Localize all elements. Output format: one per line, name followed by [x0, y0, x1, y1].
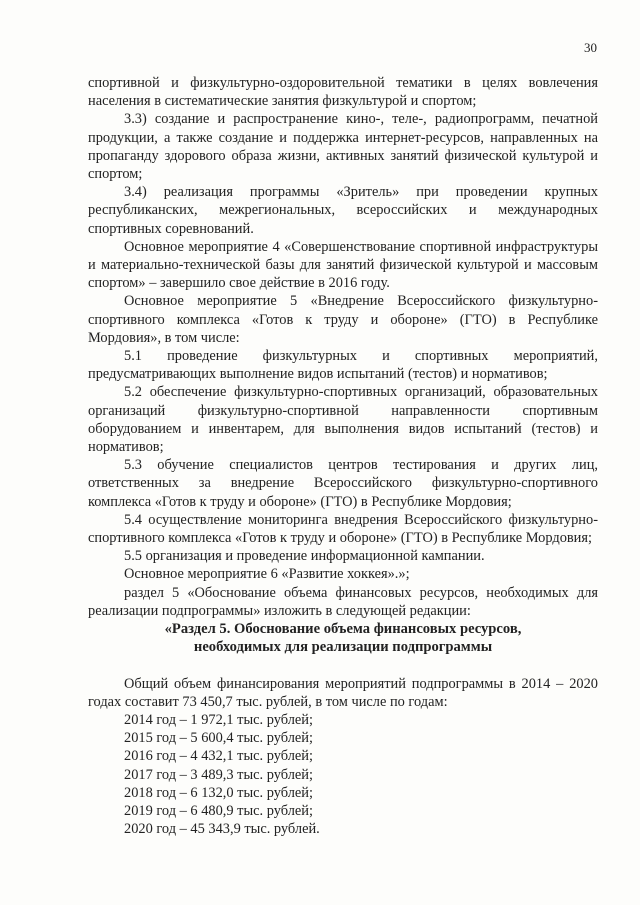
paragraph: 5.5 организация и проведение информационной кампании.	[124, 548, 485, 565]
paragraph: 3.3) создание и распространение кино-, теле-, радиопрограмм, печатной продукции, а также создание и поддержка интернет-ресурсов, направленных на пропаганду здорового образа жизни, активных занятий физической культурой и спортом;	[88, 111, 598, 183]
paragraph: 5.4 осуществление мониторинга внедрения Всероссийского физкультурно-спортивного комплекса «Готов к труду и обороне» (ГТО) в Республике Мордовия;	[88, 511, 598, 547]
funding-year: 2018 год – 6 132,0 тыс. рублей;	[124, 784, 313, 801]
paragraph: 5.2 обеспечение физкультурно-спортивных организаций, образовательных организаций физкультурно-спортивной направленности спортивным оборудованием и инвентарем, для выполнения видов испытаний (тестов) и нормативов;	[88, 384, 598, 456]
section-heading-line-2: необходимых для реализации подпрограммы	[193, 639, 493, 656]
paragraph: Основное мероприятие 4 «Совершенствование спортивной инфраструктуры и материально-технической базы для занятий физической культурой и массовым спортом» – завершило свое действие в 2016 году.	[88, 238, 598, 292]
paragraph: 3.4) реализация программы «Зритель» при проведении крупных республиканских, межрегиональных, всероссийских и международных спортивных соревнований.	[88, 184, 598, 237]
funding-year: 2019 год – 6 480,9 тыс. рублей;	[124, 802, 313, 819]
funding-year: 2020 год – 45 343,9 тыс. рублей.	[124, 821, 320, 838]
section-heading-line-1: «Раздел 5. Обоснование объема финансовых ресурсов,	[164, 621, 522, 638]
paragraph: 5.3 обучение специалистов центров тестирования и других лиц, ответственных за внедрение Всероссийского физкультурно-спортивного комплекса «Готов к труду и обороне» (ГТО) в Республике Мордовия;	[88, 457, 598, 510]
funding-year: 2014 год – 1 972,1 тыс. рублей;	[124, 711, 313, 728]
funding-intro: Общий объем финансирования мероприятий подпрограммы в 2014 – 2020 годах составит 73 450,7 тыс. рублей, в том числе по годам:	[88, 675, 598, 710]
document-body	[88, 74, 598, 838]
page-number: 30	[584, 40, 597, 55]
paragraph: спортивной и физкультурно-оздоровительной тематики в целях вовлечения населения в систематические занятия физкультурой и спортом;	[88, 75, 598, 110]
funding-year: 2017 год – 3 489,3 тыс. рублей;	[124, 766, 313, 783]
paragraph: раздел 5 «Обоснование объема финансовых ресурсов, необходимых для реализации подпрограммы» изложить в следующей редакции:	[88, 584, 598, 619]
paragraph: Основное мероприятие 5 «Внедрение Всероссийского физкультурно-спортивного комплекса «Готов к труду и обороне» (ГТО) в Республике Мордовия», в том числе:	[88, 293, 598, 346]
paragraph: Основное мероприятие 6 «Развитие хоккея».»;	[124, 566, 410, 583]
spacer	[88, 657, 598, 675]
paragraph: 5.1 проведение физкультурных и спортивных мероприятий, предусматривающих выполнение видов испытаний (тестов) и нормативов;	[88, 348, 598, 383]
funding-year: 2015 год – 5 600,4 тыс. рублей;	[124, 730, 313, 747]
funding-year: 2016 год – 4 432,1 тыс. рублей;	[124, 748, 313, 765]
